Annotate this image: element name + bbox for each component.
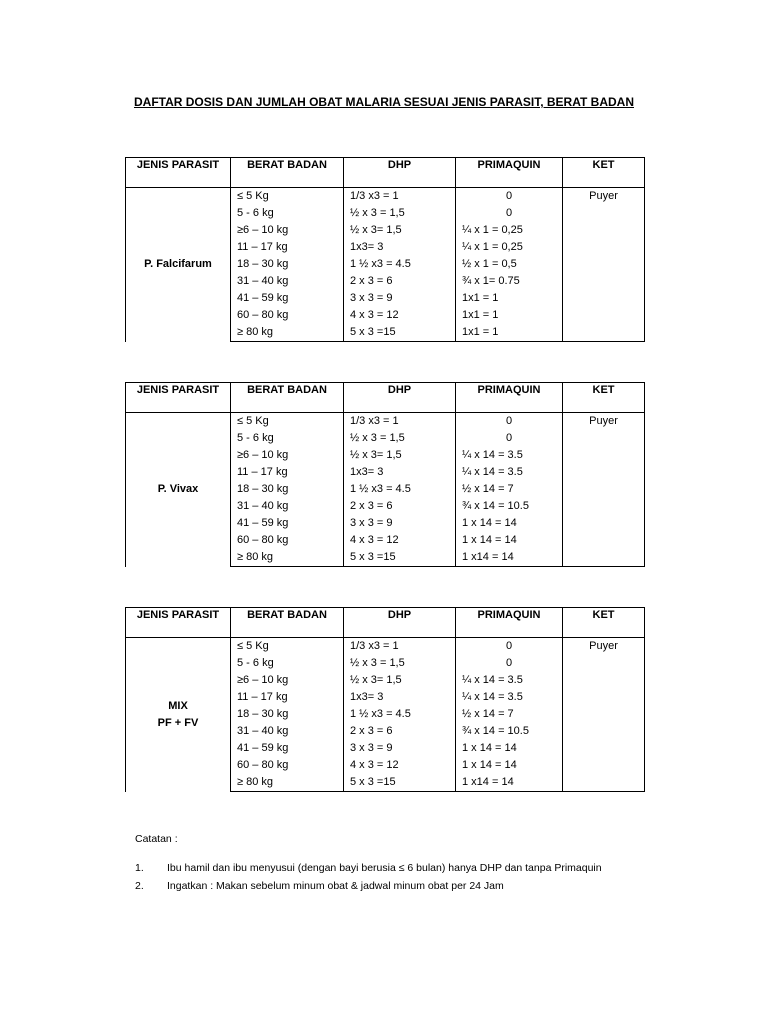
ket-cell <box>563 689 645 706</box>
ket-cell <box>563 256 645 273</box>
ket-cell <box>563 549 645 567</box>
parasite-type-cell <box>126 413 231 567</box>
dhp-cell: 3 x 3 = 9 <box>344 740 456 757</box>
dhp-cell: 3 x 3 = 9 <box>344 515 456 532</box>
weight-cell: 41 – 59 kg <box>231 740 344 757</box>
primaquin-cell: ½ x 14 = 7 <box>456 481 563 498</box>
ket-cell <box>563 706 645 723</box>
header-dhp: DHP <box>344 158 456 188</box>
dhp-cell: 1/3 x3 = 1 <box>344 413 456 431</box>
dhp-cell: ½ x 3= 1,5 <box>344 447 456 464</box>
table-header-row <box>126 158 645 188</box>
primaquin-cell: 1x1 = 1 <box>456 307 563 324</box>
header-primaquin: PRIMAQUIN <box>456 383 563 413</box>
notes-section <box>125 833 685 898</box>
ket-cell <box>563 324 645 342</box>
parasite-type-label: P. Vivax <box>157 483 199 496</box>
ket-cell <box>563 723 645 740</box>
primaquin-cell: 1 x14 = 14 <box>456 774 563 792</box>
header-dhp: DHP <box>344 608 456 638</box>
primaquin-cell: 1 x 14 = 14 <box>456 757 563 774</box>
ket-cell <box>563 447 645 464</box>
ket-cell <box>563 655 645 672</box>
weight-cell: 11 – 17 kg <box>231 689 344 706</box>
primaquin-cell: 1 x 14 = 14 <box>456 740 563 757</box>
dhp-cell: 1x3= 3 <box>344 239 456 256</box>
primaquin-cell: ½ x 14 = 7 <box>456 706 563 723</box>
ket-cell <box>563 430 645 447</box>
dhp-cell: ½ x 3 = 1,5 <box>344 205 456 222</box>
primaquin-cell: 1 x 14 = 14 <box>456 515 563 532</box>
dhp-cell: 5 x 3 =15 <box>344 324 456 342</box>
header-berat-badan: BERAT BADAN <box>231 608 344 638</box>
dhp-cell: ½ x 3 = 1,5 <box>344 430 456 447</box>
dhp-cell: 1/3 x3 = 1 <box>344 638 456 656</box>
primaquin-cell: ¼ x 14 = 3.5 <box>456 689 563 706</box>
weight-cell: 11 – 17 kg <box>231 464 344 481</box>
ket-cell <box>563 498 645 515</box>
table-row <box>126 638 645 656</box>
primaquin-cell: ¼ x 1 = 0,25 <box>456 222 563 239</box>
header-berat-badan: BERAT BADAN <box>231 158 344 188</box>
dhp-cell: 5 x 3 =15 <box>344 549 456 567</box>
header-jenis-parasit: JENIS PARASIT <box>126 158 231 188</box>
weight-cell: 11 – 17 kg <box>231 239 344 256</box>
primaquin-cell: ½ x 1 = 0,5 <box>456 256 563 273</box>
ket-cell <box>563 515 645 532</box>
parasite-type-cell <box>126 188 231 342</box>
table-row <box>126 188 645 206</box>
dhp-cell: 1 ½ x3 = 4.5 <box>344 481 456 498</box>
weight-cell: 5 - 6 kg <box>231 430 344 447</box>
primaquin-cell: ¾ x 14 = 10.5 <box>456 498 563 515</box>
ket-cell: Puyer <box>563 638 645 656</box>
primaquin-cell: 0 <box>456 655 563 672</box>
primaquin-cell: 1x1 = 1 <box>456 324 563 342</box>
ket-cell <box>563 672 645 689</box>
ket-cell <box>563 290 645 307</box>
primaquin-cell: ¼ x 14 = 3.5 <box>456 447 563 464</box>
header-dhp: DHP <box>344 383 456 413</box>
primaquin-cell: ¼ x 14 = 3.5 <box>456 464 563 481</box>
primaquin-cell: 0 <box>456 638 563 656</box>
ket-cell <box>563 273 645 290</box>
table-row <box>126 413 645 431</box>
note-item <box>125 880 685 898</box>
ket-cell <box>563 481 645 498</box>
weight-cell: ≤ 5 Kg <box>231 638 344 656</box>
primaquin-cell: 0 <box>456 413 563 431</box>
header-ket: KET <box>563 158 645 188</box>
note-text: Ingatkan : Makan sebelum minum obat & jadwal minum obat per 24 Jam <box>167 880 504 892</box>
parasite-type-label: PF + FV <box>157 716 199 729</box>
weight-cell: ≥ 80 kg <box>231 324 344 342</box>
weight-cell: ≥6 – 10 kg <box>231 447 344 464</box>
weight-cell: 31 – 40 kg <box>231 723 344 740</box>
ket-cell: Puyer <box>563 188 645 206</box>
dhp-cell: 3 x 3 = 9 <box>344 290 456 307</box>
weight-cell: ≤ 5 Kg <box>231 413 344 431</box>
dhp-cell: 1x3= 3 <box>344 464 456 481</box>
primaquin-cell: 1x1 = 1 <box>456 290 563 307</box>
dhp-cell: ½ x 3 = 1,5 <box>344 655 456 672</box>
weight-cell: 18 – 30 kg <box>231 481 344 498</box>
dhp-cell: 5 x 3 =15 <box>344 774 456 792</box>
dhp-cell: 4 x 3 = 12 <box>344 307 456 324</box>
dhp-cell: 1 ½ x3 = 4.5 <box>344 706 456 723</box>
weight-cell: 18 – 30 kg <box>231 256 344 273</box>
ket-cell <box>563 222 645 239</box>
ket-cell <box>563 757 645 774</box>
primaquin-cell: 0 <box>456 430 563 447</box>
ket-cell <box>563 740 645 757</box>
weight-cell: 41 – 59 kg <box>231 515 344 532</box>
note-number: 2. <box>135 880 144 892</box>
weight-cell: 5 - 6 kg <box>231 205 344 222</box>
header-berat-badan: BERAT BADAN <box>231 383 344 413</box>
weight-cell: 31 – 40 kg <box>231 498 344 515</box>
header-ket: KET <box>563 383 645 413</box>
dhp-cell: 1/3 x3 = 1 <box>344 188 456 206</box>
note-item <box>125 862 685 880</box>
ket-cell: Puyer <box>563 413 645 431</box>
primaquin-cell: ¾ x 1= 0.75 <box>456 273 563 290</box>
primaquin-cell: 1 x 14 = 14 <box>456 532 563 549</box>
weight-cell: 41 – 59 kg <box>231 290 344 307</box>
ket-cell <box>563 774 645 792</box>
dhp-cell: ½ x 3= 1,5 <box>344 222 456 239</box>
notes-list <box>125 862 685 898</box>
ket-cell <box>563 464 645 481</box>
parasite-type-label: P. Falcifarum <box>144 258 212 271</box>
header-jenis-parasit: JENIS PARASIT <box>126 608 231 638</box>
dhp-cell: ½ x 3= 1,5 <box>344 672 456 689</box>
weight-cell: ≥6 – 10 kg <box>231 672 344 689</box>
dhp-cell: 2 x 3 = 6 <box>344 498 456 515</box>
note-text: Ibu hamil dan ibu menyusui (dengan bayi berusia ≤ 6 bulan) hanya DHP dan tanpa Primaquin <box>167 862 602 874</box>
primaquin-cell: 0 <box>456 188 563 206</box>
header-ket: KET <box>563 608 645 638</box>
primaquin-cell: ¼ x 1 = 0,25 <box>456 239 563 256</box>
dose-table-vivax <box>125 382 645 567</box>
weight-cell: 31 – 40 kg <box>231 273 344 290</box>
dhp-cell: 4 x 3 = 12 <box>344 757 456 774</box>
weight-cell: 60 – 80 kg <box>231 532 344 549</box>
weight-cell: ≤ 5 Kg <box>231 188 344 206</box>
dose-table-falcifarum <box>125 157 645 342</box>
ket-cell <box>563 205 645 222</box>
dhp-cell: 1x3= 3 <box>344 689 456 706</box>
primaquin-cell: 0 <box>456 205 563 222</box>
primaquin-cell: 1 x14 = 14 <box>456 549 563 567</box>
parasite-type-label: MIX <box>168 699 188 712</box>
primaquin-cell: ¼ x 14 = 3.5 <box>456 672 563 689</box>
weight-cell: 60 – 80 kg <box>231 307 344 324</box>
weight-cell: ≥ 80 kg <box>231 549 344 567</box>
dhp-cell: 4 x 3 = 12 <box>344 532 456 549</box>
document-title: DAFTAR DOSIS DAN JUMLAH OBAT MALARIA SESUAI JENIS PARASIT, BERAT BADAN <box>133 95 634 109</box>
note-number: 1. <box>135 862 144 874</box>
ket-cell <box>563 532 645 549</box>
ket-cell <box>563 239 645 256</box>
weight-cell: ≥ 80 kg <box>231 774 344 792</box>
primaquin-cell: ¾ x 14 = 10.5 <box>456 723 563 740</box>
weight-cell: ≥6 – 10 kg <box>231 222 344 239</box>
weight-cell: 5 - 6 kg <box>231 655 344 672</box>
dose-table-mix <box>125 607 645 792</box>
header-primaquin: PRIMAQUIN <box>456 158 563 188</box>
notes-label: Catatan : <box>135 833 178 845</box>
dhp-cell: 2 x 3 = 6 <box>344 273 456 290</box>
header-primaquin: PRIMAQUIN <box>456 608 563 638</box>
table-header-row <box>126 383 645 413</box>
table-header-row <box>126 608 645 638</box>
dhp-cell: 1 ½ x3 = 4.5 <box>344 256 456 273</box>
weight-cell: 60 – 80 kg <box>231 757 344 774</box>
ket-cell <box>563 307 645 324</box>
parasite-type-cell <box>126 638 231 792</box>
weight-cell: 18 – 30 kg <box>231 706 344 723</box>
dhp-cell: 2 x 3 = 6 <box>344 723 456 740</box>
header-jenis-parasit: JENIS PARASIT <box>126 383 231 413</box>
